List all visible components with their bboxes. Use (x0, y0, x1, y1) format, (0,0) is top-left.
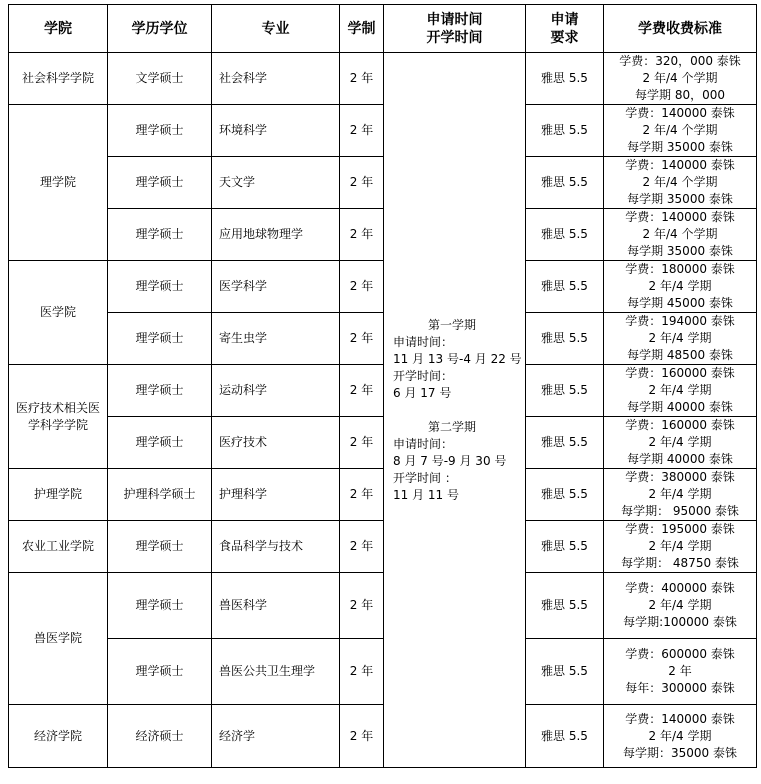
duration-cell: 2 年 (340, 417, 384, 469)
duration-cell: 2 年 (340, 365, 384, 417)
programs-table (8, 4, 757, 768)
duration-cell: 2 年 (340, 469, 384, 521)
duration-cell: 2 年 (340, 705, 384, 768)
sem2-title: 第二学期 (427, 419, 476, 434)
fee-cell: 学费：140000 泰铢 2 年/4 学期 每学期：35000 泰铢 (604, 705, 757, 768)
major-cell: 食品科学与技术 (212, 521, 340, 573)
major-cell: 护理科学 (212, 469, 340, 521)
header-row (9, 5, 757, 53)
table-row (9, 705, 757, 768)
fee-cell: 学费：160000 泰铢 2 年/4 学期 每学期 40000 泰铢 (604, 365, 757, 417)
table-row (9, 261, 757, 313)
sem1-apply: 11 月 13 号-4 月 22 号 (393, 351, 522, 366)
duration-cell: 2 年 (340, 313, 384, 365)
sem2-apply: 8 月 7 号-9 月 30 号 (393, 453, 507, 468)
fee-cell: 学费：180000 泰铢 2 年/4 学期 每学期 45000 泰铢 (604, 261, 757, 313)
requirement-cell: 雅思 5.5 (526, 53, 604, 105)
fee-cell: 学费：140000 泰铢 2 年/4 个学期 每学期 35000 泰铢 (604, 157, 757, 209)
degree-cell: 经济硕士 (108, 705, 212, 768)
major-cell: 社会科学 (212, 53, 340, 105)
table-row (9, 417, 757, 469)
college-cell: 农业工业学院 (9, 521, 108, 573)
table-row (9, 365, 757, 417)
header-major: 专业 (212, 5, 340, 53)
college-cell: 医疗技术相关医学科学学院 (9, 365, 108, 469)
degree-cell: 理学硕士 (108, 157, 212, 209)
degree-cell: 文学硕士 (108, 53, 212, 105)
degree-cell: 理学硕士 (108, 521, 212, 573)
sem2-start-label: 开学时间 ： (393, 470, 457, 485)
sem2-start: 11 月 11 号 (393, 487, 459, 502)
major-cell: 医学科学 (212, 261, 340, 313)
fee-cell: 学费：160000 泰铢 2 年/4 学期 每学期 40000 泰铢 (604, 417, 757, 469)
major-cell: 医疗技术 (212, 417, 340, 469)
requirement-cell: 雅思 5.5 (526, 157, 604, 209)
degree-cell: 理学硕士 (108, 573, 212, 639)
header-duration: 学制 (340, 5, 384, 53)
requirement-cell: 雅思 5.5 (526, 705, 604, 768)
duration-cell: 2 年 (340, 639, 384, 705)
sem1-start: 6 月 17 号 (393, 385, 452, 400)
table-row (9, 157, 757, 209)
degree-cell: 理学硕士 (108, 209, 212, 261)
major-cell: 天文学 (212, 157, 340, 209)
fee-cell: 学费：380000 泰铢 2 年/4 学期 每学期： 95000 泰铢 (604, 469, 757, 521)
duration-cell: 2 年 (340, 573, 384, 639)
duration-cell: 2 年 (340, 261, 384, 313)
sem1-apply-label: 申请时间： (393, 334, 454, 349)
requirement-cell: 雅思 5.5 (526, 313, 604, 365)
requirement-cell: 雅思 5.5 (526, 417, 604, 469)
header-time: 申请时间 开学时间 (384, 5, 526, 53)
fee-cell: 学费：320，000 泰铢 2 年/4 个学期 每学期 80，000 (604, 53, 757, 105)
college-cell: 兽医学院 (9, 573, 108, 705)
header-college: 学院 (9, 5, 108, 53)
requirement-cell: 雅思 5.5 (526, 573, 604, 639)
requirement-cell: 雅思 5.5 (526, 105, 604, 157)
major-cell: 运动科学 (212, 365, 340, 417)
sem1-start-label: 开学时间： (393, 368, 454, 383)
header-degree: 学历学位 (108, 5, 212, 53)
sem2-apply-label: 申请时间： (393, 436, 454, 451)
major-cell: 环境科学 (212, 105, 340, 157)
duration-cell: 2 年 (340, 157, 384, 209)
requirement-cell: 雅思 5.5 (526, 521, 604, 573)
table-row (9, 53, 757, 105)
fee-cell: 学费：140000 泰铢 2 年/4 个学期 每学期 35000 泰铢 (604, 105, 757, 157)
duration-cell: 2 年 (340, 209, 384, 261)
table-row (9, 639, 757, 705)
college-cell: 护理学院 (9, 469, 108, 521)
major-cell: 兽医科学 (212, 573, 340, 639)
degree-cell: 理学硕士 (108, 417, 212, 469)
header-fee: 学费收费标准 (604, 5, 757, 53)
requirement-cell: 雅思 5.5 (526, 639, 604, 705)
table-row (9, 469, 757, 521)
fee-cell: 学费：600000 泰铢 2 年 每年：300000 泰铢 (604, 639, 757, 705)
college-cell: 医学院 (9, 261, 108, 365)
college-cell: 经济学院 (9, 705, 108, 768)
table-row (9, 105, 757, 157)
fee-cell: 学费：400000 泰铢 2 年/4 学期 每学期:100000 泰铢 (604, 573, 757, 639)
duration-cell: 2 年 (340, 105, 384, 157)
college-cell: 社会科学学院 (9, 53, 108, 105)
table-row (9, 209, 757, 261)
degree-cell: 护理科学硕士 (108, 469, 212, 521)
requirement-cell: 雅思 5.5 (526, 261, 604, 313)
sem1-title: 第一学期 (427, 317, 476, 332)
major-cell: 寄生虫学 (212, 313, 340, 365)
table-row (9, 313, 757, 365)
major-cell: 应用地球物理学 (212, 209, 340, 261)
header-requirement: 申请 要求 (526, 5, 604, 53)
fee-cell: 学费：194000 泰铢 2 年/4 学期 每学期 48500 泰铢 (604, 313, 757, 365)
college-cell: 理学院 (9, 105, 108, 261)
degree-cell: 理学硕士 (108, 639, 212, 705)
degree-cell: 理学硕士 (108, 313, 212, 365)
duration-cell: 2 年 (340, 521, 384, 573)
major-cell: 兽医公共卫生理学 (212, 639, 340, 705)
fee-cell: 学费：195000 泰铢 2 年/4 学期 每学期： 48750 泰铢 (604, 521, 757, 573)
major-cell: 经济学 (212, 705, 340, 768)
table-row (9, 573, 757, 639)
table-row (9, 521, 757, 573)
degree-cell: 理学硕士 (108, 105, 212, 157)
degree-cell: 理学硕士 (108, 365, 212, 417)
requirement-cell: 雅思 5.5 (526, 365, 604, 417)
requirement-cell: 雅思 5.5 (526, 469, 604, 521)
schedule-cell (384, 53, 526, 768)
degree-cell: 理学硕士 (108, 261, 212, 313)
requirement-cell: 雅思 5.5 (526, 209, 604, 261)
duration-cell: 2 年 (340, 53, 384, 105)
fee-cell: 学费：140000 泰铢 2 年/4 个学期 每学期 35000 泰铢 (604, 209, 757, 261)
